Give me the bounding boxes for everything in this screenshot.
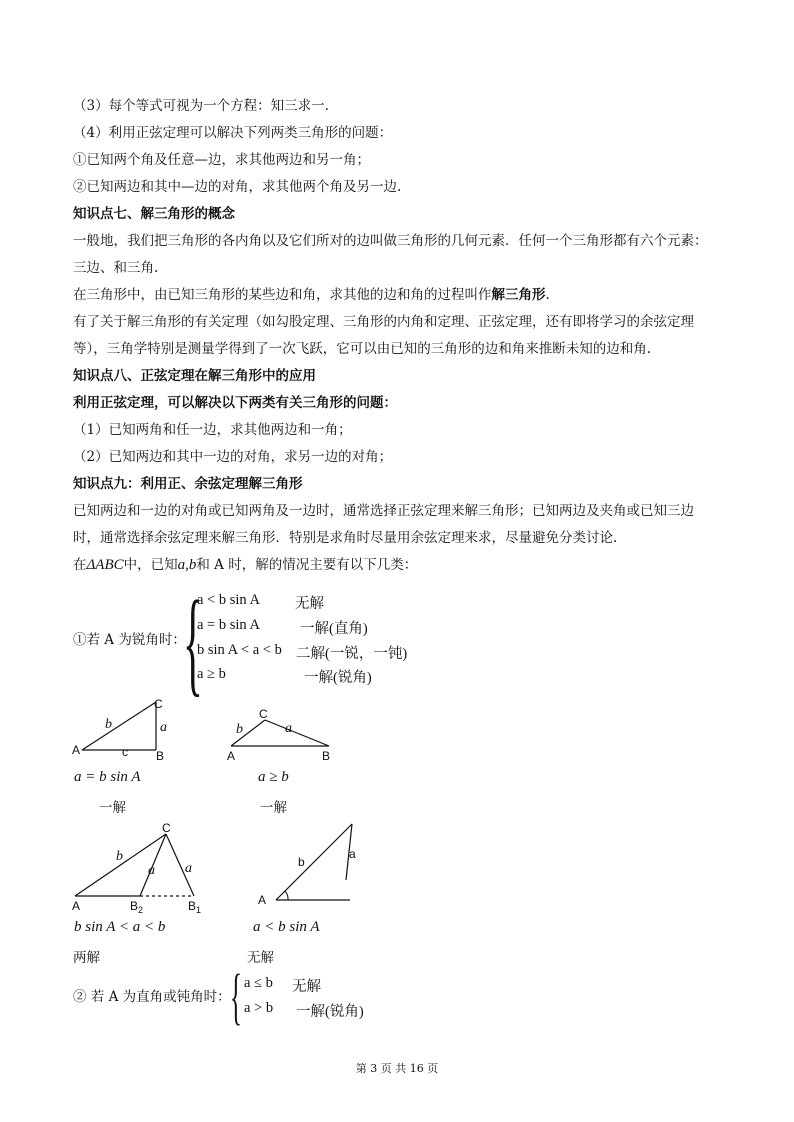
case-result: 二解(一锐，一钝) bbox=[296, 646, 408, 662]
text-line: 三边、和三角. bbox=[73, 260, 159, 276]
case-result: 一解(直角) bbox=[300, 621, 368, 637]
text-line bbox=[73, 555, 417, 575]
section-heading: 知识点七、解三角形的概念 bbox=[73, 206, 235, 222]
figure-right-triangle bbox=[70, 698, 180, 768]
case-row bbox=[197, 617, 368, 637]
case-row bbox=[197, 642, 408, 662]
side-a-label: a bbox=[285, 721, 292, 736]
math-ab: a,b bbox=[177, 557, 197, 573]
case-result: 一解(锐角) bbox=[304, 670, 372, 686]
section-heading: 知识点九：利用正、余弦定理解三角形 bbox=[73, 476, 303, 492]
side-a-label: a bbox=[148, 863, 155, 878]
figure-no-solution bbox=[256, 818, 366, 910]
vertex-b1-label: $B_1$ bbox=[188, 899, 202, 915]
text-segment: . bbox=[545, 287, 550, 303]
side-b-label: b bbox=[105, 717, 112, 732]
figure-two-solutions bbox=[70, 822, 220, 918]
case-condition: a < b sin A bbox=[197, 592, 260, 608]
left-brace: { bbox=[183, 576, 203, 707]
math-triangle: ΔABC bbox=[86, 557, 124, 573]
text-line: （1）已知两角和任一边，求其他两边和一角； bbox=[73, 422, 352, 438]
case-result: 无解 bbox=[295, 596, 324, 612]
side-c-label: c bbox=[122, 745, 128, 759]
obtuse-label: ② 若 A 为直角或钝角时： bbox=[73, 989, 231, 1005]
vertex-a-label: A bbox=[258, 893, 267, 907]
case-condition: b sin A < a < b bbox=[197, 642, 282, 658]
left-brace: { bbox=[230, 963, 242, 1031]
vertex-c-label: C bbox=[162, 821, 171, 835]
section-heading: 知识点八、正弦定理在解三角形中的应用 bbox=[73, 368, 316, 384]
vertex-b2-label: $B_2$ bbox=[130, 899, 144, 915]
text-segment: 中，已知 bbox=[123, 557, 178, 573]
text-line: （4）利用正弦定理可以解决下列两类三角形的问题： bbox=[73, 125, 393, 141]
text-line: 时，通常选择余弦定理来解三角形．特别是求角时尽量用余弦定理来求，尽量避免分类讨论. bbox=[73, 530, 618, 546]
text-segment: 在三角形中，由已知三角形的某些边和角，求其他的边和角的过程叫作 bbox=[73, 287, 492, 303]
side-b-label: b bbox=[116, 849, 123, 864]
vertex-b-label: B bbox=[156, 749, 165, 763]
figure-triangle-a-ge-b bbox=[225, 704, 345, 766]
text-segment: 和 A 时，解的情况主要有以下几类： bbox=[196, 557, 418, 573]
text-line: 有了关于解三角形的有关定理（如勾股定理、三角形的内角和定理、正弦定理，还有即将学习的余弦定理 bbox=[73, 314, 694, 330]
figure-formula: a = b sin A bbox=[74, 769, 141, 785]
side-b-label: b bbox=[298, 855, 305, 869]
vertex-c-label: C bbox=[154, 697, 163, 711]
page-footer: 第 3 页 共 16 页 bbox=[355, 1062, 439, 1075]
side-a-label: a bbox=[349, 847, 356, 861]
vertex-b-label: B bbox=[322, 749, 331, 763]
side-a-label: a bbox=[185, 861, 192, 876]
vertex-a-label: A bbox=[227, 749, 236, 763]
text-line: （2）已知两边和其中一边的对角，求另一边的对角； bbox=[73, 449, 393, 465]
case-condition: a ≤ b bbox=[244, 975, 273, 991]
bold-term: 解三角形 bbox=[491, 287, 546, 303]
case-row bbox=[197, 666, 372, 686]
vertex-c-label: C bbox=[259, 707, 268, 721]
figure-result: 一解 bbox=[99, 800, 126, 816]
text-line: ①已知两个角及任意—边，求其他两边和另一角； bbox=[73, 152, 370, 168]
case-result: 无解 bbox=[292, 979, 321, 995]
text-line: （3）每个等式可视为一个方程：知三求一. bbox=[73, 98, 329, 114]
side-b-label: b bbox=[236, 722, 243, 737]
text-line: 等），三角学特别是测量学得到了一次飞跃，它可以由已知的三角形的边和角来推断未知的边和角. bbox=[73, 341, 652, 357]
case-row bbox=[244, 1000, 364, 1020]
case-condition: a ≥ b bbox=[197, 666, 226, 682]
text-segment: 在 bbox=[73, 557, 87, 573]
side-a-label: a bbox=[160, 720, 167, 735]
text-line bbox=[73, 285, 550, 305]
figure-result: 两解 bbox=[73, 950, 100, 966]
acute-label: ①若 A 为锐角时： bbox=[73, 632, 186, 648]
text-line: ②已知两边和其中—边的对角，求其他两个角及另一边. bbox=[73, 179, 402, 195]
figure-result: 一解 bbox=[260, 800, 287, 816]
figure-formula: a < b sin A bbox=[253, 919, 320, 935]
vertex-a-label: A bbox=[72, 899, 81, 913]
figure-result: 无解 bbox=[247, 950, 274, 966]
text-line: 已知两边和一边的对角或已知两角及一边时，通常选择正弦定理来解三角形；已知两边及夹角或已知三边 bbox=[73, 503, 694, 519]
vertex-a-label: A bbox=[72, 743, 81, 757]
case-row bbox=[244, 975, 321, 995]
text-line: 一般地，我们把三角形的各内角以及它们所对的边叫做三角形的几何元素．任何一个三角形都有六个元素： bbox=[73, 233, 708, 249]
figure-formula: a ≥ b bbox=[258, 769, 289, 785]
figure-formula: b sin A < a < b bbox=[74, 919, 166, 935]
case-row bbox=[197, 592, 324, 612]
case-result: 一解(锐角) bbox=[296, 1004, 364, 1020]
section-subheading: 利用正弦定理，可以解决以下两类有关三角形的问题： bbox=[73, 395, 397, 411]
case-condition: a > b bbox=[244, 1000, 274, 1016]
case-condition: a = b sin A bbox=[197, 617, 260, 633]
